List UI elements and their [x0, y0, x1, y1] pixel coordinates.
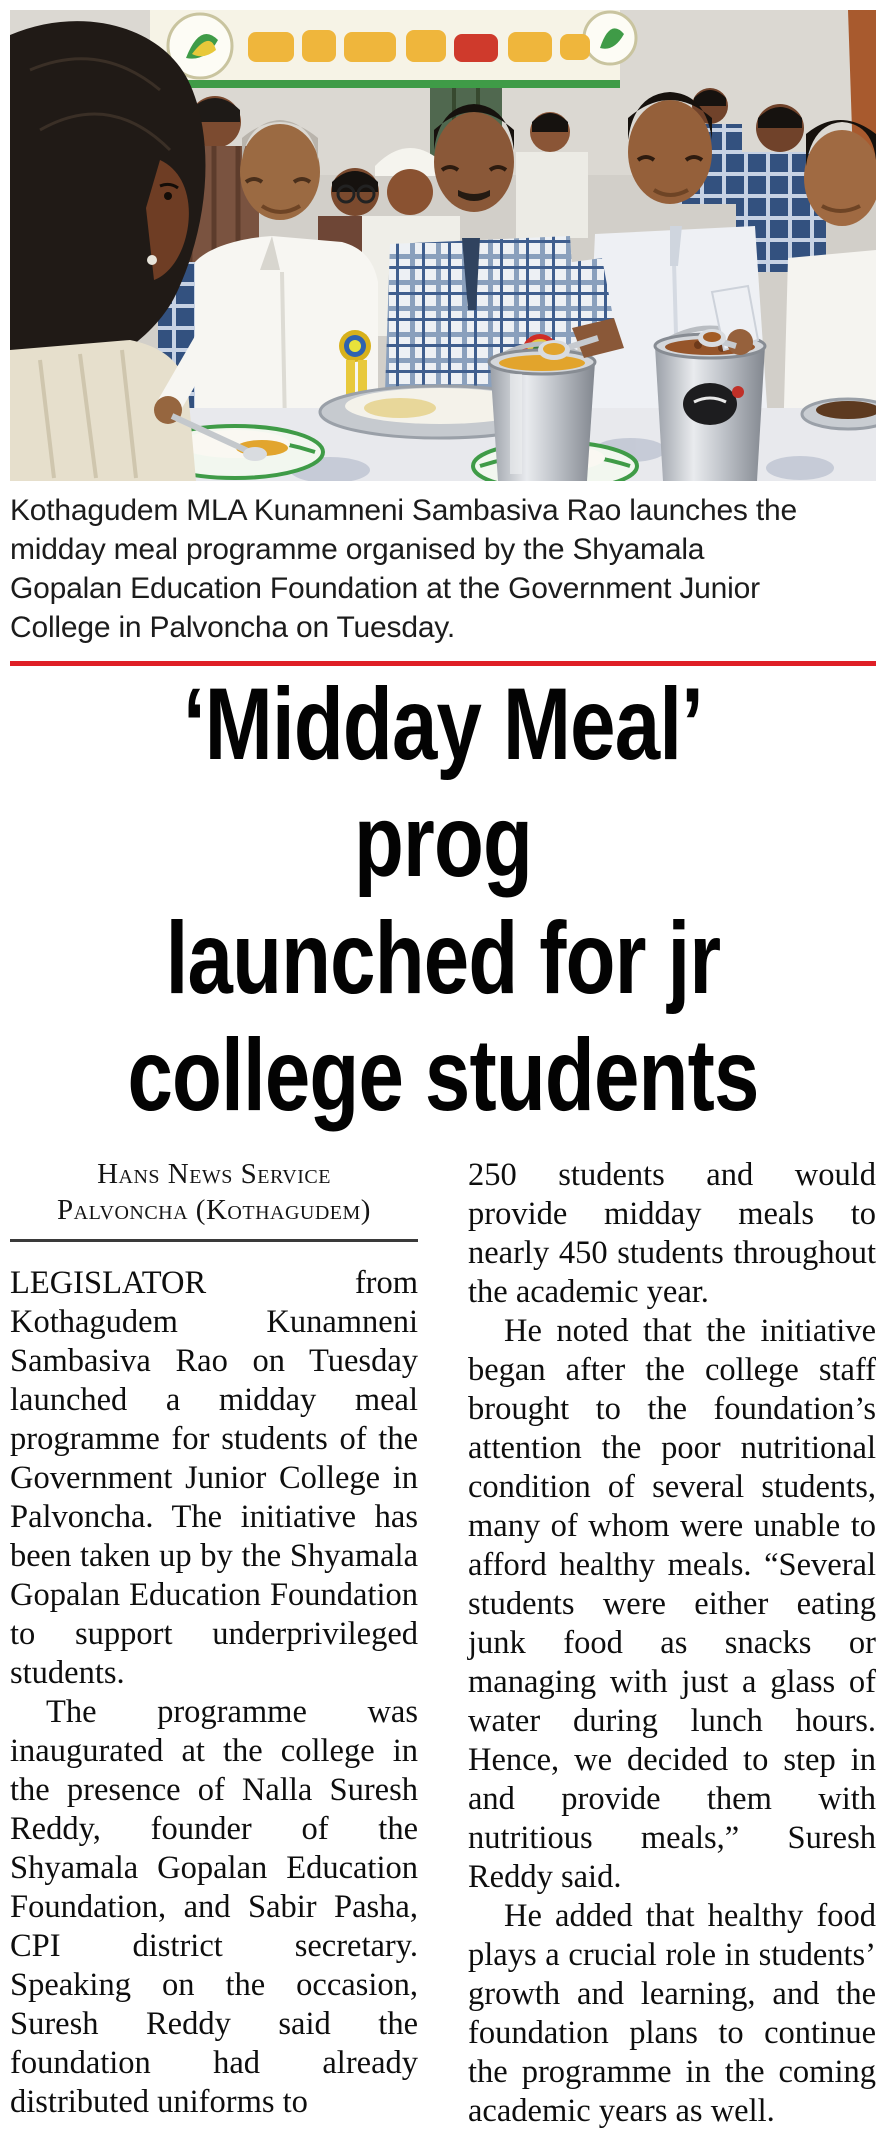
byline-dateline: Palvoncha (Kothagudem) — [57, 1194, 371, 1226]
headline-line: college students — [127, 1018, 759, 1132]
headline-line: launched for jr — [165, 901, 721, 1015]
paragraph: 250 students and would provide midday meals to nearly 450 students throughout the academic year. — [468, 1157, 876, 1310]
article-column-right — [468, 1156, 876, 2131]
article-photo — [10, 10, 876, 647]
paragraph: The programme was inaugurated at the college in the presence of Nalla Suresh Reddy, founder of the Shyamala Gopalan Education Foundation, and Sabir Pasha, CPI district secretary. Speaking on the occasion, Suresh Reddy said the foundation had already distributed uniforms to — [10, 1694, 418, 2120]
event-banner — [150, 10, 636, 88]
headline — [10, 666, 876, 1134]
steel-bucket-dal — [489, 344, 595, 481]
byline-rule — [10, 1239, 418, 1242]
photo-canvas — [10, 10, 876, 481]
left-column-text — [10, 1264, 418, 2122]
paragraph: He noted that the initiative began after the college staff brought to the foundation’s attention the poor nutritional condition of several students, many of whom were unable to afford healthy meals. “Several students were either eating junk food as snacks or managing with just a glass of water during lunch hours. Hence, we decided to step in and provide them with nutritious meals,” Suresh Reddy said. — [468, 1313, 876, 1895]
byline — [10, 1156, 418, 1228]
byline-agency: Hans News Service — [97, 1158, 331, 1190]
photo-caption: Kothagudem MLA Kunamneni Sambasiva Rao launches the midday meal programme organised by the Shyamala Gopalan Education Foundation at the Government Junior College in Palvoncha on Tuesday. — [10, 494, 797, 644]
paragraph: LEGISLATOR from Kothagudem Kunamneni Sambasiva Rao on Tuesday launched a midday meal programme for students of the Government Junior College in Palvoncha. The initiative has been taken up by the Shyamala Gopalan Education Foundation to support underprivileged students. — [10, 1265, 418, 1691]
headline-text — [97, 666, 790, 1134]
bucket-label — [683, 383, 737, 425]
article-body — [10, 1156, 876, 2131]
article-column-left — [10, 1156, 418, 2131]
headline-line: ‘Midday Meal’ prog — [182, 667, 704, 898]
paragraph: He added that healthy food plays a crucial role in students’ growth and learning, and the foundation plans to continue the programme in the coming academic years as well. — [468, 1898, 876, 2129]
right-column-text — [468, 1156, 876, 2131]
